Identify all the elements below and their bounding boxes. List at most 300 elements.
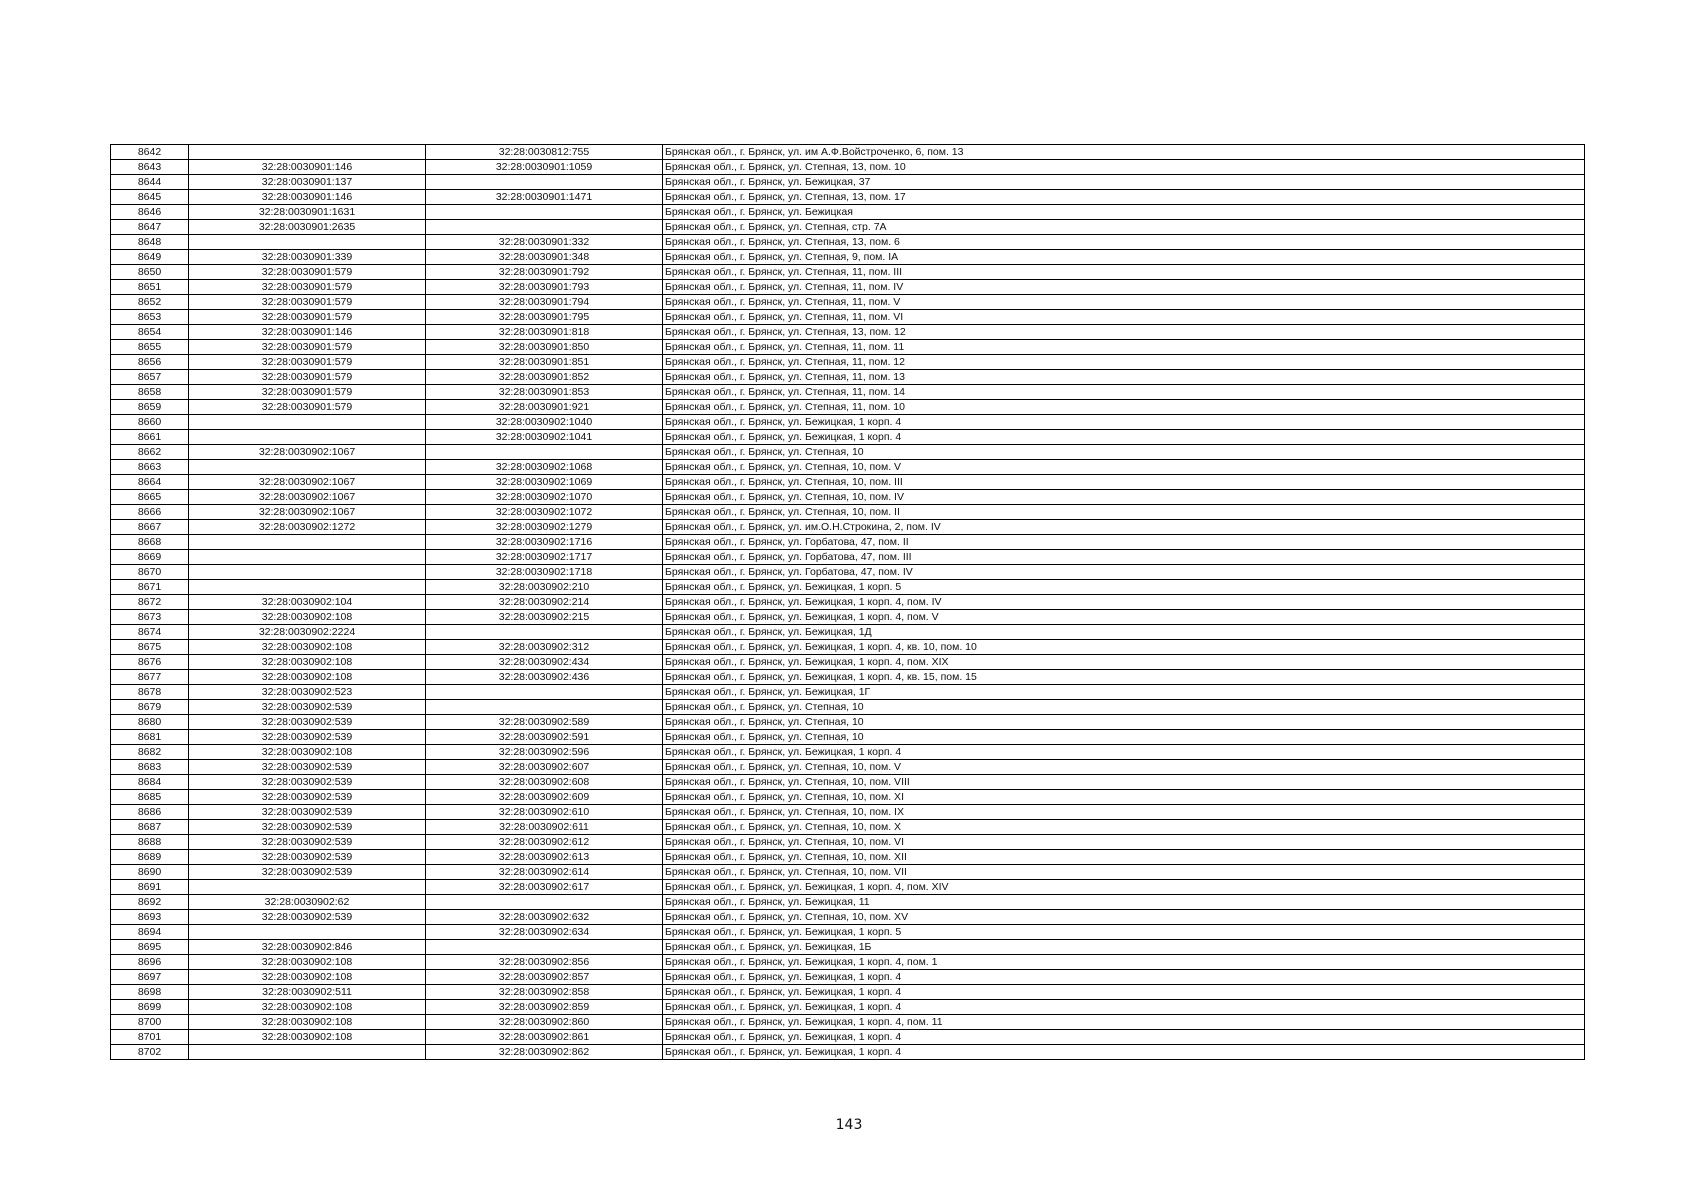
row-number-cell: 8643 <box>111 160 189 175</box>
address-cell: Брянская обл., г. Брянск, ул. Степная, 11, пом. 12 <box>663 355 1585 370</box>
table-row <box>111 895 1585 910</box>
table-row <box>111 610 1585 625</box>
row-number-cell: 8671 <box>111 580 189 595</box>
table-row <box>111 460 1585 475</box>
cadastral-number-cell: 32:28:0030901:794 <box>426 295 663 310</box>
row-number-cell: 8701 <box>111 1030 189 1045</box>
table-row <box>111 250 1585 265</box>
row-number-cell: 8695 <box>111 940 189 955</box>
cadastral-number-cell: 32:28:0030901:793 <box>426 280 663 295</box>
parent-cadastral-number-cell: 32:28:0030902:108 <box>189 1000 426 1015</box>
row-number-cell: 8684 <box>111 775 189 790</box>
row-number-cell: 8648 <box>111 235 189 250</box>
cadastral-number-cell: 32:28:0030902:1068 <box>426 460 663 475</box>
table-row <box>111 220 1585 235</box>
table-row <box>111 850 1585 865</box>
cadastral-number-cell <box>426 895 663 910</box>
table-row <box>111 235 1585 250</box>
parent-cadastral-number-cell <box>189 145 426 160</box>
row-number-cell: 8698 <box>111 985 189 1000</box>
cadastral-number-cell: 32:28:0030902:1070 <box>426 490 663 505</box>
parent-cadastral-number-cell: 32:28:0030901:579 <box>189 280 426 295</box>
cadastral-number-cell: 32:28:0030902:607 <box>426 760 663 775</box>
parent-cadastral-number-cell: 32:28:0030901:1631 <box>189 205 426 220</box>
table-row <box>111 970 1585 985</box>
address-cell: Брянская обл., г. Брянск, ул. Бежицкая, 1Г <box>663 685 1585 700</box>
address-cell: Брянская обл., г. Брянск, ул. Бежицкая, 1 корп. 4 <box>663 1000 1585 1015</box>
cadastral-number-cell: 32:28:0030902:1041 <box>426 430 663 445</box>
cadastral-number-cell: 32:28:0030901:332 <box>426 235 663 250</box>
address-cell: Брянская обл., г. Брянск, ул. Степная, 11, пом. 13 <box>663 370 1585 385</box>
row-number-cell: 8681 <box>111 730 189 745</box>
parent-cadastral-number-cell: 32:28:0030901:146 <box>189 190 426 205</box>
cadastral-number-cell <box>426 220 663 235</box>
parent-cadastral-number-cell <box>189 550 426 565</box>
cadastral-number-cell: 32:28:0030901:850 <box>426 340 663 355</box>
parent-cadastral-number-cell: 32:28:0030902:1067 <box>189 445 426 460</box>
address-cell: Брянская обл., г. Брянск, ул. Степная, 10, пом. VIII <box>663 775 1585 790</box>
row-number-cell: 8659 <box>111 400 189 415</box>
row-number-cell: 8674 <box>111 625 189 640</box>
table-row <box>111 565 1585 580</box>
cadastral-number-cell: 32:28:0030902:861 <box>426 1030 663 1045</box>
parent-cadastral-number-cell: 32:28:0030902:539 <box>189 790 426 805</box>
row-number-cell: 8687 <box>111 820 189 835</box>
address-cell: Брянская обл., г. Брянск, ул. Степная, 10, пом. X <box>663 820 1585 835</box>
parent-cadastral-number-cell: 32:28:0030901:2635 <box>189 220 426 235</box>
parent-cadastral-number-cell: 32:28:0030902:108 <box>189 655 426 670</box>
address-cell: Брянская обл., г. Брянск, ул. Степная, 10 <box>663 715 1585 730</box>
parent-cadastral-number-cell: 32:28:0030902:539 <box>189 805 426 820</box>
table-row <box>111 790 1585 805</box>
cadastral-number-cell: 32:28:0030902:614 <box>426 865 663 880</box>
parent-cadastral-number-cell: 32:28:0030902:108 <box>189 610 426 625</box>
parent-cadastral-number-cell <box>189 580 426 595</box>
cadastral-number-cell: 32:28:0030902:860 <box>426 1015 663 1030</box>
parent-cadastral-number-cell <box>189 235 426 250</box>
row-number-cell: 8664 <box>111 475 189 490</box>
parent-cadastral-number-cell: 32:28:0030902:539 <box>189 910 426 925</box>
cadastral-number-cell: 32:28:0030902:1072 <box>426 505 663 520</box>
address-cell: Брянская обл., г. Брянск, ул. Бежицкая, 1 корп. 4 <box>663 985 1585 1000</box>
row-number-cell: 8692 <box>111 895 189 910</box>
row-number-cell: 8693 <box>111 910 189 925</box>
cadastral-number-cell: 32:28:0030902:312 <box>426 640 663 655</box>
table-row <box>111 760 1585 775</box>
parent-cadastral-number-cell: 32:28:0030902:511 <box>189 985 426 1000</box>
table-row <box>111 640 1585 655</box>
address-cell: Брянская обл., г. Брянск, ул. Бежицкая, 1 корп. 4, кв. 15, пом. 15 <box>663 670 1585 685</box>
table-row <box>111 985 1585 1000</box>
address-cell: Брянская обл., г. Брянск, ул. Степная, 11, пом. 14 <box>663 385 1585 400</box>
parent-cadastral-number-cell <box>189 880 426 895</box>
table-row <box>111 1015 1585 1030</box>
address-cell: Брянская обл., г. Брянск, ул. Бежицкая, 1 корп. 4 <box>663 1045 1585 1060</box>
address-cell: Брянская обл., г. Брянск, ул. им А.Ф.Войстроченко, 6, пом. 13 <box>663 145 1585 160</box>
row-number-cell: 8650 <box>111 265 189 280</box>
address-cell: Брянская обл., г. Брянск, ул. Бежицкая, 1 корп. 4 <box>663 1030 1585 1045</box>
row-number-cell: 8680 <box>111 715 189 730</box>
cadastral-number-cell <box>426 445 663 460</box>
address-cell: Брянская обл., г. Брянск, ул. Бежицкая, 1 корп. 4 <box>663 415 1585 430</box>
table-row <box>111 715 1585 730</box>
row-number-cell: 8642 <box>111 145 189 160</box>
parent-cadastral-number-cell <box>189 565 426 580</box>
row-number-cell: 8652 <box>111 295 189 310</box>
cadastral-number-cell <box>426 700 663 715</box>
address-cell: Брянская обл., г. Брянск, ул. Степная, 13, пом. 12 <box>663 325 1585 340</box>
table-row <box>111 175 1585 190</box>
table-row <box>111 415 1585 430</box>
cadastral-number-cell: 32:28:0030902:609 <box>426 790 663 805</box>
address-cell: Брянская обл., г. Брянск, ул. Степная, 13, пом. 6 <box>663 235 1585 250</box>
parent-cadastral-number-cell: 32:28:0030901:579 <box>189 385 426 400</box>
row-number-cell: 8669 <box>111 550 189 565</box>
address-cell: Брянская обл., г. Брянск, ул. Степная, 10, пом. IV <box>663 490 1585 505</box>
parent-cadastral-number-cell: 32:28:0030902:108 <box>189 640 426 655</box>
cadastral-number-cell: 32:28:0030902:436 <box>426 670 663 685</box>
address-cell: Брянская обл., г. Брянск, ул. Бежицкая, 1 корп. 4 <box>663 970 1585 985</box>
registry-table-body <box>111 145 1585 1060</box>
parent-cadastral-number-cell: 32:28:0030902:1272 <box>189 520 426 535</box>
parent-cadastral-number-cell: 32:28:0030902:1067 <box>189 475 426 490</box>
parent-cadastral-number-cell: 32:28:0030902:108 <box>189 745 426 760</box>
row-number-cell: 8673 <box>111 610 189 625</box>
cadastral-number-cell: 32:28:0030902:591 <box>426 730 663 745</box>
table-row <box>111 430 1585 445</box>
table-row <box>111 160 1585 175</box>
address-cell: Брянская обл., г. Брянск, ул. Степная, 10, пом. III <box>663 475 1585 490</box>
address-cell: Брянская обл., г. Брянск, ул. Степная, 11, пом. VI <box>663 310 1585 325</box>
address-cell: Брянская обл., г. Брянск, ул. Степная, 10, пом. XV <box>663 910 1585 925</box>
cadastral-number-cell: 32:28:0030902:1069 <box>426 475 663 490</box>
address-cell: Брянская обл., г. Брянск, ул. Степная, 10, пом. XI <box>663 790 1585 805</box>
parent-cadastral-number-cell: 32:28:0030901:146 <box>189 325 426 340</box>
cadastral-number-cell: 32:28:0030902:610 <box>426 805 663 820</box>
address-cell: Брянская обл., г. Брянск, ул. Степная, 10, пом. II <box>663 505 1585 520</box>
cadastral-number-cell: 32:28:0030902:862 <box>426 1045 663 1060</box>
table-row <box>111 475 1585 490</box>
address-cell: Брянская обл., г. Брянск, ул. Бежицкая, 1 корп. 4, пом. XIX <box>663 655 1585 670</box>
cadastral-number-cell: 32:28:0030902:589 <box>426 715 663 730</box>
address-cell: Брянская обл., г. Брянск, ул. Степная, 11, пом. 11 <box>663 340 1585 355</box>
parent-cadastral-number-cell: 32:28:0030902:539 <box>189 865 426 880</box>
table-row <box>111 865 1585 880</box>
table-row <box>111 745 1585 760</box>
table-row <box>111 400 1585 415</box>
address-cell: Брянская обл., г. Брянск, ул. Степная, 11, пом. 10 <box>663 400 1585 415</box>
row-number-cell: 8696 <box>111 955 189 970</box>
row-number-cell: 8656 <box>111 355 189 370</box>
cadastral-number-cell: 32:28:0030902:634 <box>426 925 663 940</box>
address-cell: Брянская обл., г. Брянск, ул. Степная, 10, пом. XII <box>663 850 1585 865</box>
row-number-cell: 8683 <box>111 760 189 775</box>
table-row <box>111 310 1585 325</box>
row-number-cell: 8694 <box>111 925 189 940</box>
row-number-cell: 8660 <box>111 415 189 430</box>
cadastral-number-cell: 32:28:0030902:612 <box>426 835 663 850</box>
parent-cadastral-number-cell: 32:28:0030902:523 <box>189 685 426 700</box>
table-row <box>111 505 1585 520</box>
parent-cadastral-number-cell <box>189 535 426 550</box>
row-number-cell: 8651 <box>111 280 189 295</box>
cadastral-number-cell: 32:28:0030901:1471 <box>426 190 663 205</box>
table-row <box>111 805 1585 820</box>
table-row <box>111 1045 1585 1060</box>
cadastral-number-cell: 32:28:0030902:1717 <box>426 550 663 565</box>
table-row <box>111 775 1585 790</box>
address-cell: Брянская обл., г. Брянск, ул. Степная, 10 <box>663 445 1585 460</box>
table-row <box>111 700 1585 715</box>
cadastral-number-cell: 32:28:0030901:818 <box>426 325 663 340</box>
row-number-cell: 8682 <box>111 745 189 760</box>
row-number-cell: 8691 <box>111 880 189 895</box>
address-cell: Брянская обл., г. Брянск, ул. Степная, 10, пом. V <box>663 460 1585 475</box>
address-cell: Брянская обл., г. Брянск, ул. Бежицкая, 1 корп. 4, пом. V <box>663 610 1585 625</box>
cadastral-number-cell: 32:28:0030902:215 <box>426 610 663 625</box>
parent-cadastral-number-cell <box>189 430 426 445</box>
parent-cadastral-number-cell: 32:28:0030901:579 <box>189 310 426 325</box>
row-number-cell: 8645 <box>111 190 189 205</box>
parent-cadastral-number-cell: 32:28:0030901:579 <box>189 340 426 355</box>
table-row <box>111 655 1585 670</box>
address-cell: Брянская обл., г. Брянск, ул. Бежицкая, 1 корп. 4, пом. IV <box>663 595 1585 610</box>
table-row <box>111 730 1585 745</box>
row-number-cell: 8663 <box>111 460 189 475</box>
row-number-cell: 8697 <box>111 970 189 985</box>
address-cell: Брянская обл., г. Брянск, ул. Степная, 11, пом. IV <box>663 280 1585 295</box>
address-cell: Брянская обл., г. Брянск, ул. Степная, 10, пом. V <box>663 760 1585 775</box>
parent-cadastral-number-cell: 32:28:0030902:539 <box>189 820 426 835</box>
parent-cadastral-number-cell: 32:28:0030902:539 <box>189 850 426 865</box>
address-cell: Брянская обл., г. Брянск, ул. Степная, 10, пом. IX <box>663 805 1585 820</box>
parent-cadastral-number-cell <box>189 1045 426 1060</box>
cadastral-number-cell: 32:28:0030902:1718 <box>426 565 663 580</box>
address-cell: Брянская обл., г. Брянск, ул. им.О.Н.Строкина, 2, пом. IV <box>663 520 1585 535</box>
parent-cadastral-number-cell: 32:28:0030901:579 <box>189 355 426 370</box>
cadastral-number-cell: 32:28:0030902:214 <box>426 595 663 610</box>
address-cell: Брянская обл., г. Брянск, ул. Бежицкая, 1 корп. 5 <box>663 925 1585 940</box>
cadastral-number-cell: 32:28:0030901:792 <box>426 265 663 280</box>
table-row <box>111 265 1585 280</box>
row-number-cell: 8658 <box>111 385 189 400</box>
parent-cadastral-number-cell: 32:28:0030902:1067 <box>189 505 426 520</box>
address-cell: Брянская обл., г. Брянск, ул. Степная, 11, пом. V <box>663 295 1585 310</box>
table-row <box>111 685 1585 700</box>
cadastral-number-cell: 32:28:0030902:856 <box>426 955 663 970</box>
address-cell: Брянская обл., г. Брянск, ул. Степная, 13, пом. 17 <box>663 190 1585 205</box>
address-cell: Брянская обл., г. Брянск, ул. Степная, 10 <box>663 700 1585 715</box>
row-number-cell: 8686 <box>111 805 189 820</box>
cadastral-number-cell: 32:28:0030902:210 <box>426 580 663 595</box>
cadastral-number-cell <box>426 625 663 640</box>
address-cell: Брянская обл., г. Брянск, ул. Горбатова, 47, пом. III <box>663 550 1585 565</box>
parent-cadastral-number-cell: 32:28:0030902:108 <box>189 1030 426 1045</box>
parent-cadastral-number-cell: 32:28:0030902:108 <box>189 670 426 685</box>
cadastral-number-cell: 32:28:0030902:858 <box>426 985 663 1000</box>
row-number-cell: 8654 <box>111 325 189 340</box>
table-row <box>111 280 1585 295</box>
table-row <box>111 205 1585 220</box>
parent-cadastral-number-cell: 32:28:0030902:62 <box>189 895 426 910</box>
parent-cadastral-number-cell: 32:28:0030902:104 <box>189 595 426 610</box>
row-number-cell: 8644 <box>111 175 189 190</box>
parent-cadastral-number-cell: 32:28:0030901:339 <box>189 250 426 265</box>
table-row <box>111 910 1585 925</box>
row-number-cell: 8685 <box>111 790 189 805</box>
address-cell: Брянская обл., г. Брянск, ул. Горбатова, 47, пом. II <box>663 535 1585 550</box>
cadastral-number-cell: 32:28:0030901:851 <box>426 355 663 370</box>
cadastral-number-cell <box>426 205 663 220</box>
row-number-cell: 8661 <box>111 430 189 445</box>
row-number-cell: 8667 <box>111 520 189 535</box>
row-number-cell: 8672 <box>111 595 189 610</box>
row-number-cell: 8688 <box>111 835 189 850</box>
table-row <box>111 340 1585 355</box>
parent-cadastral-number-cell: 32:28:0030902:108 <box>189 1015 426 1030</box>
cadastral-number-cell: 32:28:0030902:613 <box>426 850 663 865</box>
row-number-cell: 8678 <box>111 685 189 700</box>
parent-cadastral-number-cell: 32:28:0030902:539 <box>189 700 426 715</box>
cadastral-number-cell: 32:28:0030901:853 <box>426 385 663 400</box>
row-number-cell: 8690 <box>111 865 189 880</box>
address-cell: Брянская обл., г. Брянск, ул. Степная, 9, пом. IА <box>663 250 1585 265</box>
cadastral-number-cell: 32:28:0030902:1716 <box>426 535 663 550</box>
parent-cadastral-number-cell: 32:28:0030901:137 <box>189 175 426 190</box>
table-row <box>111 835 1585 850</box>
row-number-cell: 8700 <box>111 1015 189 1030</box>
cadastral-number-cell: 32:28:0030901:852 <box>426 370 663 385</box>
cadastral-number-cell: 32:28:0030901:921 <box>426 400 663 415</box>
row-number-cell: 8646 <box>111 205 189 220</box>
table-row <box>111 145 1585 160</box>
parent-cadastral-number-cell: 32:28:0030901:579 <box>189 295 426 310</box>
address-cell: Брянская обл., г. Брянск, ул. Бежицкая, 37 <box>663 175 1585 190</box>
cadastral-number-cell <box>426 685 663 700</box>
parent-cadastral-number-cell: 32:28:0030901:579 <box>189 400 426 415</box>
row-number-cell: 8699 <box>111 1000 189 1015</box>
address-cell: Брянская обл., г. Брянск, ул. Бежицкая <box>663 205 1585 220</box>
row-number-cell: 8689 <box>111 850 189 865</box>
row-number-cell: 8655 <box>111 340 189 355</box>
table-row <box>111 940 1585 955</box>
table-row <box>111 880 1585 895</box>
address-cell: Брянская обл., г. Брянск, ул. Степная, стр. 7А <box>663 220 1585 235</box>
address-cell: Брянская обл., г. Брянск, ул. Бежицкая, 1 корп. 4 <box>663 430 1585 445</box>
row-number-cell: 8662 <box>111 445 189 460</box>
parent-cadastral-number-cell: 32:28:0030902:539 <box>189 775 426 790</box>
address-cell: Брянская обл., г. Брянск, ул. Бежицкая, 1 корп. 4, пом. 11 <box>663 1015 1585 1030</box>
row-number-cell: 8675 <box>111 640 189 655</box>
cadastral-number-cell: 32:28:0030902:434 <box>426 655 663 670</box>
parent-cadastral-number-cell: 32:28:0030902:108 <box>189 970 426 985</box>
table-row <box>111 925 1585 940</box>
cadastral-number-cell: 32:28:0030902:1279 <box>426 520 663 535</box>
address-cell: Брянская обл., г. Брянск, ул. Бежицкая, 1 корп. 4, кв. 10, пом. 10 <box>663 640 1585 655</box>
parent-cadastral-number-cell: 32:28:0030902:108 <box>189 955 426 970</box>
parent-cadastral-number-cell: 32:28:0030902:539 <box>189 730 426 745</box>
parent-cadastral-number-cell <box>189 460 426 475</box>
row-number-cell: 8677 <box>111 670 189 685</box>
parent-cadastral-number-cell: 32:28:0030902:539 <box>189 760 426 775</box>
parent-cadastral-number-cell <box>189 925 426 940</box>
parent-cadastral-number-cell <box>189 415 426 430</box>
address-cell: Брянская обл., г. Брянск, ул. Бежицкая, 1 корп. 4, пом. XIV <box>663 880 1585 895</box>
table-row <box>111 445 1585 460</box>
cadastral-number-cell <box>426 940 663 955</box>
cadastral-number-cell: 32:28:0030902:632 <box>426 910 663 925</box>
address-cell: Брянская обл., г. Брянск, ул. Бежицкая, 1Б <box>663 940 1585 955</box>
table-row <box>111 355 1585 370</box>
table-row <box>111 670 1585 685</box>
address-cell: Брянская обл., г. Брянск, ул. Степная, 10 <box>663 730 1585 745</box>
parent-cadastral-number-cell: 32:28:0030901:579 <box>189 370 426 385</box>
address-cell: Брянская обл., г. Брянск, ул. Горбатова, 47, пом. IV <box>663 565 1585 580</box>
table-row <box>111 595 1585 610</box>
table-row <box>111 190 1585 205</box>
address-cell: Брянская обл., г. Брянск, ул. Степная, 13, пом. 10 <box>663 160 1585 175</box>
table-row <box>111 1000 1585 1015</box>
address-cell: Брянская обл., г. Брянск, ул. Бежицкая, 1 корп. 4 <box>663 745 1585 760</box>
row-number-cell: 8670 <box>111 565 189 580</box>
table-row <box>111 625 1585 640</box>
cadastral-number-cell: 32:28:0030901:348 <box>426 250 663 265</box>
parent-cadastral-number-cell: 32:28:0030902:2224 <box>189 625 426 640</box>
table-row <box>111 295 1585 310</box>
parent-cadastral-number-cell: 32:28:0030902:1067 <box>189 490 426 505</box>
cadastral-number-cell: 32:28:0030902:608 <box>426 775 663 790</box>
registry-table <box>110 144 1585 1060</box>
table-row <box>111 550 1585 565</box>
row-number-cell: 8666 <box>111 505 189 520</box>
table-row <box>111 535 1585 550</box>
parent-cadastral-number-cell: 32:28:0030902:846 <box>189 940 426 955</box>
row-number-cell: 8647 <box>111 220 189 235</box>
cadastral-number-cell: 32:28:0030902:596 <box>426 745 663 760</box>
cadastral-number-cell: 32:28:0030902:1040 <box>426 415 663 430</box>
parent-cadastral-number-cell: 32:28:0030901:146 <box>189 160 426 175</box>
address-cell: Брянская обл., г. Брянск, ул. Бежицкая, 1Д <box>663 625 1585 640</box>
row-number-cell: 8676 <box>111 655 189 670</box>
address-cell: Брянская обл., г. Брянск, ул. Бежицкая, 1 корп. 5 <box>663 580 1585 595</box>
row-number-cell: 8679 <box>111 700 189 715</box>
address-cell: Брянская обл., г. Брянск, ул. Бежицкая, 11 <box>663 895 1585 910</box>
cadastral-number-cell: 32:28:0030902:859 <box>426 1000 663 1015</box>
parent-cadastral-number-cell: 32:28:0030901:579 <box>189 265 426 280</box>
row-number-cell: 8653 <box>111 310 189 325</box>
table-row <box>111 370 1585 385</box>
row-number-cell: 8702 <box>111 1045 189 1060</box>
parent-cadastral-number-cell: 32:28:0030902:539 <box>189 835 426 850</box>
row-number-cell: 8668 <box>111 535 189 550</box>
table-row <box>111 1030 1585 1045</box>
cadastral-number-cell <box>426 175 663 190</box>
table-row <box>111 325 1585 340</box>
table-row <box>111 820 1585 835</box>
table-row <box>111 385 1585 400</box>
address-cell: Брянская обл., г. Брянск, ул. Бежицкая, 1 корп. 4, пом. 1 <box>663 955 1585 970</box>
cadastral-number-cell: 32:28:0030902:611 <box>426 820 663 835</box>
table-row <box>111 490 1585 505</box>
cadastral-number-cell: 32:28:0030902:857 <box>426 970 663 985</box>
row-number-cell: 8649 <box>111 250 189 265</box>
row-number-cell: 8665 <box>111 490 189 505</box>
page-number: 143 <box>835 1117 863 1133</box>
address-cell: Брянская обл., г. Брянск, ул. Степная, 11, пом. III <box>663 265 1585 280</box>
parent-cadastral-number-cell: 32:28:0030902:539 <box>189 715 426 730</box>
cadastral-number-cell: 32:28:0030812:755 <box>426 145 663 160</box>
cadastral-number-cell: 32:28:0030902:617 <box>426 880 663 895</box>
